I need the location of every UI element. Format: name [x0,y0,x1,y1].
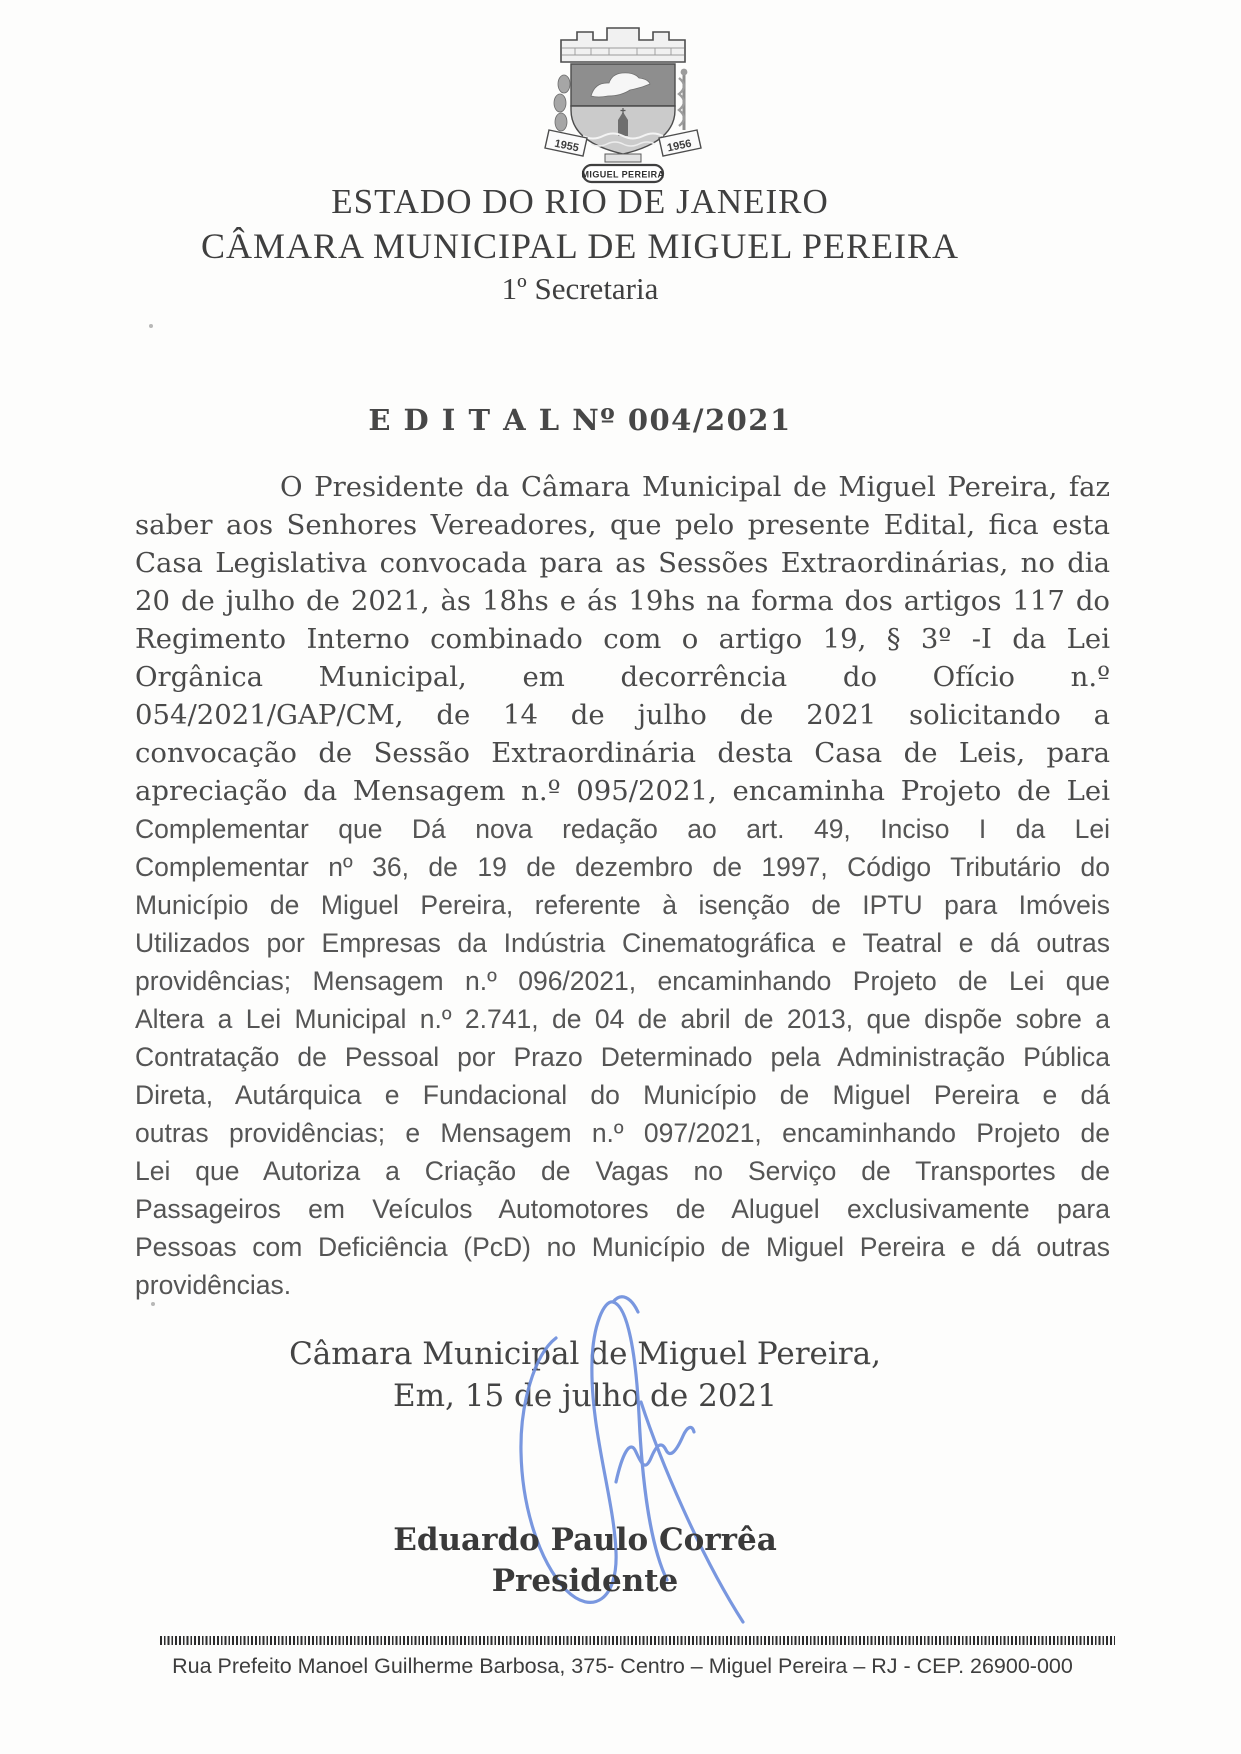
body-line: 054/2021/GAP/CM, de 14 de julho de 2021 solicitando a [135,699,1110,731]
body-line: Complementar nº 36, de 19 de dezembro de 1997, Código Tributário do [135,852,1110,882]
crest-banner-label: MIGUEL PEREIRA [581,169,665,180]
closing-place: Câmara Municipal de Miguel Pereira, [289,1336,881,1372]
body-line: Direta, Autárquica e Fundacional do Município de Miguel Pereira e dá [135,1080,1110,1110]
body-line: convocação de Sessão Extraordinária desta Casa de Leis, para [135,737,1110,769]
body-line: apreciação da Mensagem n.º 095/2021, encaminha Projeto de Lei [135,775,1110,807]
footer-divider [160,1636,1115,1645]
body-line: Passageiros em Veículos Automotores de Aluguel exclusivamente para [135,1194,1110,1224]
body-line: providências. [135,1270,292,1300]
document-title: E D I T A L Nº 004/2021 [368,403,792,437]
body-line: providências; Mensagem n.º 096/2021, encaminhando Projeto de Lei que [135,966,1110,996]
body-line: Pessoas com Deficiência (PcD) no Município de Miguel Pereira e dá outras [135,1232,1110,1262]
state-name: ESTADO DO RIO DE JANEIRO [331,182,829,221]
body-paragraph [135,468,1110,1304]
signatory-block [135,1520,1035,1602]
crest-crown [561,28,685,62]
body-line: outras providências; e Mensagem n.º 097/2021, encaminhando Projeto de [135,1118,1110,1148]
footer-address: Rua Prefeito Manoel Guilherme Barbosa, 375- Centro – Miguel Pereira – RJ - CEP. 26900-000 [172,1654,1073,1678]
body-line: Complementar que Dá nova redação ao art. 49, Inciso I da Lei [135,814,1110,844]
crest-staff-right [679,69,687,130]
body-line: Orgânica Municipal, em decorrência do Ofício n.º [135,661,1110,693]
body-line: saber aos Senhores Vereadores, que pelo presente Edital, fica esta [135,509,1110,541]
scan-speck [151,1302,155,1306]
body-line: Lei que Autoriza a Criação de Vagas no Serviço de Transportes de [135,1156,1110,1186]
coat-of-arms-icon [533,22,713,192]
scan-speck [149,324,153,328]
secretariat-name: 1º Secretaria [501,271,659,306]
body-line: O Presidente da Câmara Municipal de Miguel Pereira, faz [280,471,1110,503]
letterhead [120,180,1040,310]
closing-date: Em, 15 de julho de 2021 [393,1378,777,1414]
body-line: Casa Legislativa convocada para as Sessões Extraordinárias, no dia [135,547,1110,579]
crest-year-right: 1956 [666,137,693,155]
closing-block [135,1333,1035,1417]
signatory-name: Eduardo Paulo Corrêa [393,1522,777,1558]
crest-branch-left [554,75,570,131]
body-line: Utilizados por Empresas da Indústria Cinematográfica e Teatral e dá outras [135,928,1110,958]
body-line: 20 de julho de 2021, às 18hs e ás 19hs na forma dos artigos 117 do [135,585,1110,617]
signatory-role: Presidente [491,1563,679,1599]
body-line: Contratação de Pessoal por Prazo Determinado pela Administração Pública [135,1042,1110,1072]
body-line: Município de Miguel Pereira, referente à isenção de IPTU para Imóveis [135,890,1110,920]
chamber-name: CÂMARA MUNICIPAL DE MIGUEL PEREIRA [200,226,960,266]
body-line: Regimento Interno combinado com o artigo 19, § 3º -I da Lei [135,623,1110,655]
body-line: Altera a Lei Municipal n.º 2.741, de 04 de abril de 2013, que dispõe sobre a [135,1004,1110,1034]
crest-year-left: 1955 [553,137,580,155]
